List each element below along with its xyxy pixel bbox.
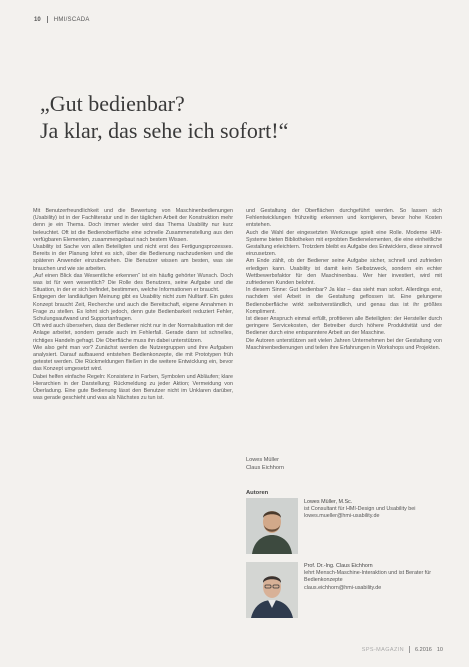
body-paragraph: und Gestaltung der Oberflächen durchgeführt werden. So lassen sich Fehlentwicklungen frühzeitig erkennen und korrigieren, bevor hohe Kosten entstehen.: [246, 208, 442, 229]
signature-name: Claus Eichhorn: [246, 464, 284, 471]
body-paragraph: Dabei helfen einfache Regeln: Konsistenz in Farben, Symbolen und Abläufen; klare Hierarchien in der Darstellung; Rückmeldung zu jeder Aktion; Vermeidung von Überladung. Eine gute Bedienung lässt den Benutzer nicht im Unklaren darüber, was gerade geschieht und was als Nächstes zu tun ist.: [33, 373, 233, 402]
header-section: HMI/SCADA: [53, 16, 90, 23]
body-paragraph: „Auf einen Blick das Wesentliche erkennen“ ist ein häufig gehörter Wunsch. Doch was ist für wen wesentlich? Die Rolle des Benutzers, seine Aufgabe und die Situation, in der er sich befindet, bestimmen, welche Informationen er braucht.: [33, 272, 233, 294]
author-box: [246, 498, 446, 558]
body-paragraph: Ist dieser Anspruch einmal erfüllt, profitieren alle Beteiligten: der Hersteller durch geringere Servicekosten, der Betreiber durch höhere Produktivität und der Bediener durch eine entspanntere Arbeit an der Maschine.: [246, 316, 442, 337]
body-paragraph: Auch die Wahl der eingesetzten Werkzeuge spielt eine Rolle. Moderne HMI-Systeme bieten Bibliotheken mit erprobten Bedienelementen, die eine einheitliche Gestaltung erleichtern. Trotzdem bleibt es Aufgabe des Entwicklers, diese sinnvoll einzusetzen.: [246, 229, 442, 258]
headline-line-1: „Gut bedienbar?: [40, 91, 185, 116]
header-divider: [47, 16, 48, 23]
person-photo-icon: [246, 498, 298, 554]
right-column-text: [246, 208, 442, 453]
body-paragraph: Am Ende zählt, ob der Bediener seine Aufgabe sicher, schnell und zufrieden erledigen kann. Usability ist damit kein Selbstzweck, sondern ein echter Wettbewerbsfaktor für den Maschinenbau. Wer hier investiert, wird mit zufriedenen Kunden belohnt.: [246, 258, 442, 287]
author-email[interactable]: lowes.mueller@hmi-usability.de: [304, 513, 380, 520]
body-paragraph: In diesem Sinne: Gut bedienbar? Ja klar – das sieht man sofort. Allerdings erst, nachdem viel Arbeit in die Gestaltung geflossen ist. Eine gelungene Bedienoberfläche wirkt selbstverständlich, und genau das ist ihr größtes Kompliment.: [246, 287, 442, 315]
author-info: [304, 499, 444, 521]
body-paragraph: Oft wird auch übersehen, dass der Bediener nicht nur in der Normalsituation mit der Anlage arbeitet, sondern gerade auch im Fehlerfall. Gerade dann ist schnelles, richtiges Handeln gefragt. Die Oberfläche muss ihn dabei unterstützen.: [33, 323, 233, 344]
body-paragraph: Wie also geht man vor? Zunächst werden die Nutzergruppen und ihre Aufgaben analysiert. Darauf aufbauend entstehen Bedienkonzepte, die mit Prototypen früh getestet werden. Die Rückmeldungen fließen in die weitere Entwicklung ein, bevor das Konzept umgesetzt wird.: [33, 344, 233, 373]
author-signature: [246, 457, 442, 472]
body-column-left: [33, 208, 233, 640]
author-name: Lowes Müller, M.Sc.: [304, 499, 353, 505]
footer-divider: [409, 646, 410, 653]
page-header: [34, 16, 90, 23]
authors-heading: Autoren: [246, 490, 269, 496]
header-page-number: 10: [34, 16, 41, 23]
body-paragraph: Usability ist Sache von allen Beteiligten und nicht erst des Fertigungsprozesses. Bereits in der Planung lohnt es sich, über die Bedienung nachzudenken und die späteren Anwender einzubeziehen. Die Benutzer wissen am besten, was sie brauchen und wie sie arbeiten.: [33, 244, 233, 272]
author-box: [246, 562, 446, 622]
author-photo: [246, 562, 298, 618]
footer-issue: 6.2016: [415, 646, 432, 653]
page-footer: [362, 646, 443, 653]
person-photo-icon: [246, 562, 298, 618]
author-role: lehrt Mensch-Maschine-Interaktion und ist Berater für Bedienkonzepte: [304, 570, 432, 584]
article-headline: [40, 90, 440, 144]
headline-line-2: Ja klar, das sehe ich sofort!“: [40, 118, 289, 143]
footer-page-number: 10: [436, 646, 443, 653]
body-paragraph: Mit Benutzerfreundlichkeit und die Bewertung von Maschinenbedienungen (Usability) ist in der Fachliteratur und in der täglichen Arbeit der Konstruktion mehr denn je ein Thema. Doch immer wieder wird das Thema Usability nur kurz beleuchtet. Oft ist die Bedienoberfläche eine schnelle Zusammenstellung aus den verfügbaren Elementen, zusammengebaut nach bestem Wissen.: [33, 208, 233, 243]
body-paragraph: Entgegen der landläufigen Meinung gibt es Usability nicht zum Nulltarif. Ein gutes Konzept braucht Zeit, Recherche und auch die Bereitschaft, eigene Annahmen in Frage zu stellen. Es lohnt sich jedoch, denn gute Bedienbarkeit reduziert Fehler, Schulungsaufwand und Supportanfragen.: [33, 294, 233, 323]
footer-magazine: SPS-MAGAZIN: [361, 646, 405, 653]
signature-name: Lowes Müller: [246, 457, 279, 463]
author-name: Prof. Dr.-Ing. Claus Eichhorn: [304, 563, 373, 569]
body-column-right: [246, 208, 442, 472]
author-photo: [246, 498, 298, 554]
author-email[interactable]: claus.eichhorn@hmi-usability.de: [304, 584, 382, 591]
author-role: ist Consultant für HMI-Design und Usability bei: [304, 506, 416, 513]
author-info: [304, 563, 444, 592]
body-paragraph: Die Autoren unterstützen seit vielen Jahren Unternehmen bei der Gestaltung von Maschinenbedienungen und teilen ihre Erfahrungen in Workshops und Projekten.: [246, 337, 442, 351]
